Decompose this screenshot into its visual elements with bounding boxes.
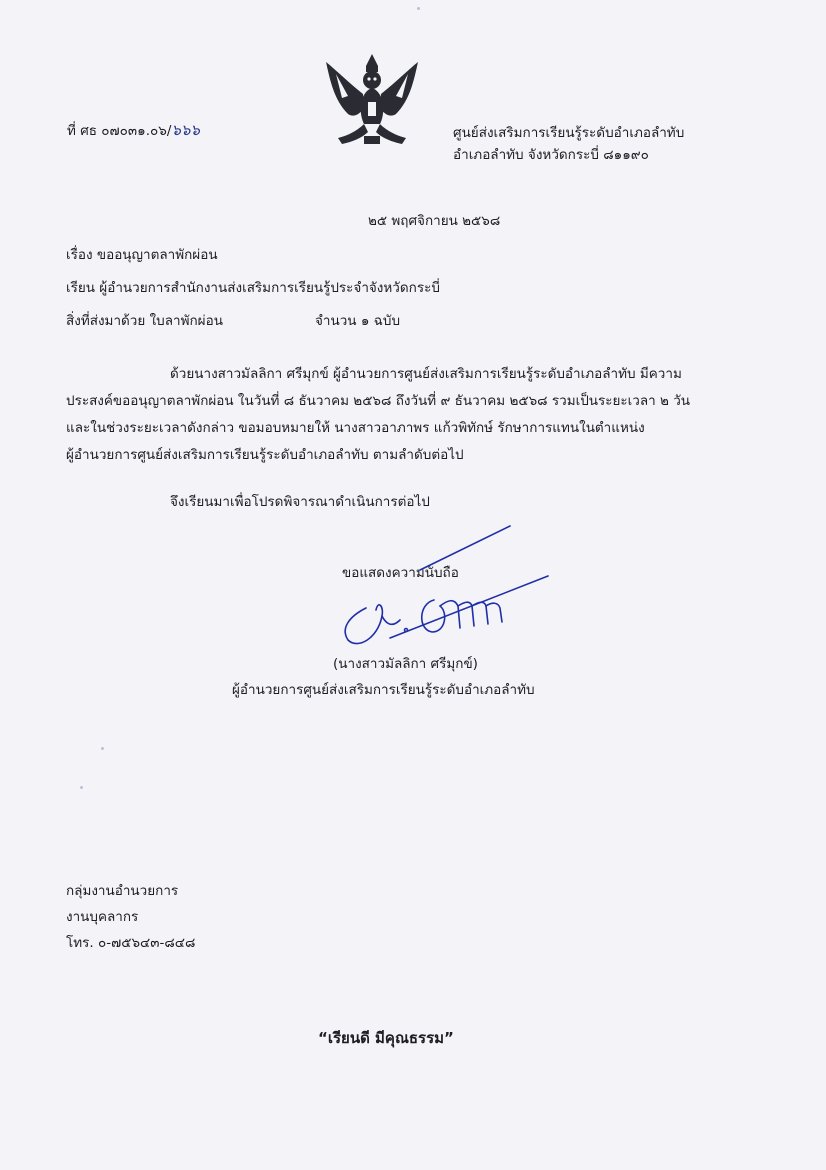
footer-contact [66, 878, 195, 956]
body-line: และในช่วงระยะเวลาดังกล่าว ขอมอบหมายให้ นางสาวอาภาพร แก้วพิทักษ์ รักษาการแทนในตำแหน่ง [66, 420, 645, 436]
subject-line: เรื่อง ขออนุญาตลาพักผ่อน [66, 247, 218, 263]
recipient-line: เรียน ผู้อำนวยการสำนักงานส่งเสริมการเรียนรู้ประจำจังหวัดกระบี่ [66, 280, 440, 296]
footer-department: กลุ่มงานอำนวยการ [66, 883, 179, 899]
enclosure-quantity: จำนวน ๑ ฉบับ [315, 313, 401, 329]
letter-body [66, 361, 746, 469]
paper-speck [80, 786, 83, 789]
signer-name: (นางสาวมัลลิกา ศรีมุกข์) [333, 656, 478, 672]
closing-request: จึงเรียนมาเพื่อโปรดพิจารณาดำเนินการต่อไป [170, 494, 430, 510]
sender-location: อำเภอลำทับ จังหวัดกระบี่ ๘๑๑๙๐ [453, 147, 649, 163]
footer-section: งานบุคลากร [66, 909, 139, 925]
paper-speck [101, 747, 104, 750]
footer-phone: โทร. ๐-๗๕๖๔๓-๘๔๘ [66, 935, 196, 951]
body-line: ผู้อำนวยการศูนย์ส่งเสริมการเรียนรู้ระดับอำเภอลำทับ ตามลำดับต่อไป [66, 447, 464, 463]
reference-number: ที่ ศธ ๐๗๐๓๑.๐๖/๖๖๖ [67, 121, 200, 139]
signer-position: ผู้อำนวยการศูนย์ส่งเสริมการเรียนรู้ระดับอำเภอลำทับ [232, 682, 535, 698]
sender-address [453, 122, 684, 166]
handwritten-signature [330, 520, 560, 650]
letter-date: ๒๕ พฤศจิกายน ๒๕๖๘ [368, 213, 501, 229]
slogan: “เรียนดี มีคุณธรรม” [318, 1029, 454, 1047]
body-line: ด้วยนางสาวมัลลิกา ศรีมุกข์ ผู้อำนวยการศูนย์ส่งเสริมการเรียนรู้ระดับอำเภอลำทับ มีความ [170, 366, 682, 382]
enclosure-line: สิ่งที่ส่งมาด้วย ใบลาพักผ่อน [66, 313, 223, 329]
paper-speck [417, 7, 420, 10]
body-line: ประสงค์ขออนุญาตลาพักผ่อน ในวันที่ ๘ ธันวาคม ๒๕๖๘ ถึงวันที่ ๙ ธันวาคม ๒๕๖๘ รวมเป็นระยะเวลา ๒ วัน [66, 393, 691, 409]
sender-office: ศูนย์ส่งเสริมการเรียนรู้ระดับอำเภอลำทับ [453, 125, 685, 141]
handwritten-ref: ๖๖๖ [171, 121, 200, 139]
complimentary-close: ขอแสดงความนับถือ [342, 565, 459, 581]
garuda-emblem-icon [320, 52, 424, 152]
